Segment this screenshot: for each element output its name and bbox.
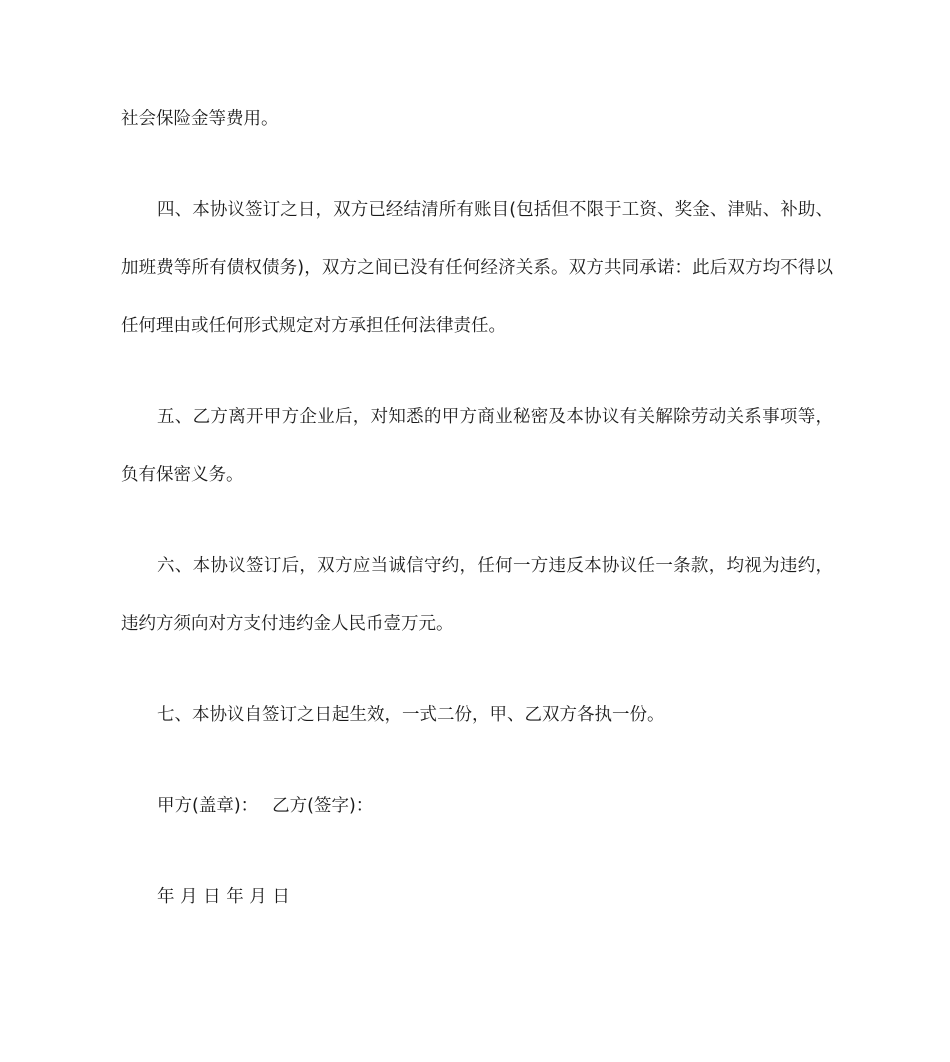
paragraph-gap [121,355,833,388]
signature-line [121,777,833,835]
party-a-seal-label: 甲方(盖章)： [157,796,259,816]
date-line: 年 月 日 年 月 日 [157,887,290,907]
paragraph-gap [121,744,833,777]
paragraph-clause-7: 七、本协议自签订之日起生效，一式二份，甲、乙双方各执一份。 [157,705,665,725]
paragraph-clause-6: 六、本协议签订后，双方应当诚信守约，任何一方违反本协议任一条款，均视为违约，违约方须向对方支付违约金人民币壹万元。 [121,556,833,634]
paragraph-gap [121,835,833,868]
paragraph-clause-4: 四、本协议签订之日，双方已经结清所有账目(包括但不限于工资、奖金、津贴、补助、加班费等所有债权债务)，双方之间已没有任何经济关系。双方共同承诺：此后双方均不得以任何理由或任何形式规定对方承担任何法律责任。 [121,200,833,336]
paragraph-gap [121,148,833,181]
paragraph-gap [121,504,833,537]
party-b-sign-label: 乙方(签字)： [272,796,374,816]
paragraph-continuation: 社会保险金等费用。 [121,109,279,129]
paragraph-clause-5: 五、乙方离开甲方企业后，对知悉的甲方商业秘密及本协议有关解除劳动关系事项等，负有保密义务。 [121,407,833,485]
paragraph-gap [121,653,833,686]
document-page [121,90,833,926]
